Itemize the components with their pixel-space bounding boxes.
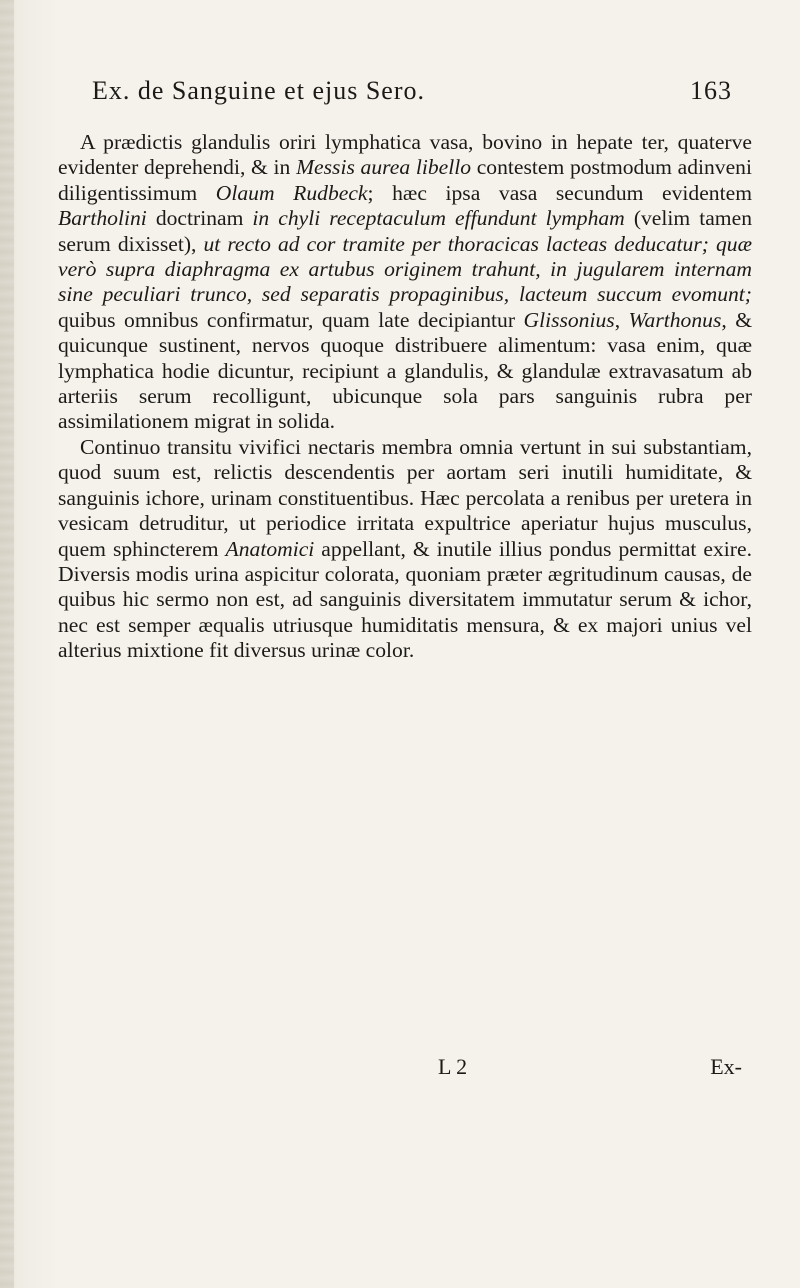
signature-mark: L 2 (438, 1054, 468, 1079)
italic-run: Anatomici (225, 536, 315, 561)
text-run: (velim tamen serum dixisset), (58, 206, 752, 256)
running-header (92, 76, 732, 116)
text-run: Continuo transitu vivifici nectaris membra omnia vertunt in sui substantiam, quod suum est, relictis descendentis per aortam seri inutili humiditate, & sanguinis ichore, urinam constituentibus. Hæc percolata a renibus per uretera in vesicam detruditur, ut periodice irritata expultrice aperiatur hujus musculus, quem sphincterem (58, 434, 752, 561)
italic-run: ut recto ad cor tramite per thoracicas lacteas deducatur; quæ verò supra diaphragma ex artubus originem trahunt, in jugularem internam sine peculiari trunco, sed separatis propaginibus, lacteum succum evomunt; (58, 231, 752, 307)
page-binding-edge (0, 0, 14, 1288)
italic-run: Warthonus (628, 307, 722, 332)
italic-run: Messis aurea libello (296, 155, 471, 180)
text-run: ; hæc ipsa vasa secundum evidentem (367, 180, 752, 205)
italic-run: in chyli receptaculum effundunt lympham (252, 206, 625, 231)
text-run: , & quicunque sustinent, nervos quoque distribuere alimentum: vasa enim, quæ lymphatica hodie dicuntur, recipiunt a glandulis, & glandulæ extravasatum ab arteriis serum recolligunt, ubicunque sola pars sanguinis rubra per assimilationem migrat in solida. (58, 307, 752, 434)
text-run: A prædictis glandulis oriri lymphatica vasa, bovino in hepate ter, quaterve evidenter deprehendi, & in (58, 130, 752, 180)
text-run: quibus omnibus confirmatur, quam late decipiantur (58, 307, 524, 332)
page-footer (58, 1054, 752, 1084)
page-number: 163 (690, 76, 732, 105)
text-run: , (614, 307, 629, 332)
italic-run: Glissonius (523, 307, 615, 332)
paragraph-1 (58, 130, 752, 435)
catchword: Ex- (710, 1054, 742, 1079)
italic-run: Bartholini (58, 206, 147, 231)
text-run: contestem postmodum adinveni diligentissimum (58, 155, 752, 205)
text-run: appellant, & inutile illius pondus permittat exire. Diversis modis urina aspicitur colorata, quoniam præter ægritudinum causas, de quibus hic sermo non est, ad sanguinis diversitatem immutatur serum & ichor, nec est semper æqualis utriusque humiditatis mensura, & ex majori unius vel alterius mixtione fit diversus urinæ color. (58, 536, 752, 663)
text-run: doctrinam (146, 206, 253, 231)
body-text (58, 130, 752, 664)
running-title: Ex. de Sanguine et ejus Sero. (92, 76, 425, 105)
italic-run: Olaum Rudbeck (215, 180, 368, 205)
paragraph-2 (58, 435, 752, 664)
